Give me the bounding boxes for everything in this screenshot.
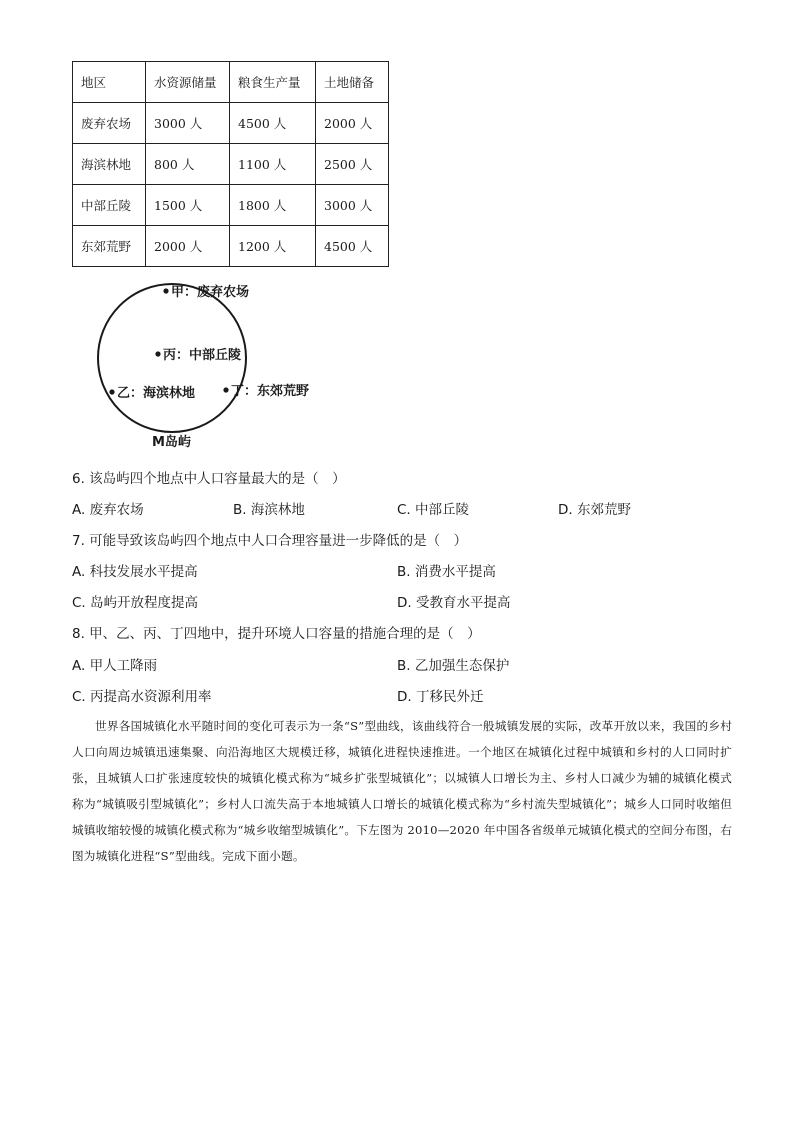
island-label: M岛屿 xyxy=(152,435,191,450)
table-cell: 3000 人 xyxy=(316,185,389,226)
table-cell: 中部丘陵 xyxy=(73,185,146,226)
q8-option-a: A. 甲人工降雨 xyxy=(72,658,158,674)
table-row xyxy=(73,144,389,185)
point-bing-marker xyxy=(155,351,160,356)
q7-option-b: B. 消费水平提高 xyxy=(397,564,496,580)
table-header-cell: 水资源储量 xyxy=(146,62,230,103)
table-cell: 1800 人 xyxy=(230,185,316,226)
question-8-stem: 8. 甲、乙、丙、丁四地中，提升环境人口容量的措施合理的是（ ） xyxy=(72,626,481,642)
q8-option-d: D. 丁移民外迁 xyxy=(397,689,484,705)
table-cell: 1200 人 xyxy=(230,226,316,267)
point-yi-label: 乙：海滨林地 xyxy=(117,386,196,401)
table-row xyxy=(73,103,389,144)
table-cell: 2000 人 xyxy=(316,103,389,144)
table-cell: 3000 人 xyxy=(146,103,230,144)
point-jia-marker xyxy=(163,288,168,293)
q7-option-a: A. 科技发展水平提高 xyxy=(72,564,198,580)
point-ding-marker xyxy=(223,387,228,392)
point-ding-label: 丁：东郊荒野 xyxy=(231,384,310,399)
question-7-stem: 7. 可能导致该岛屿四个地点中人口合理容量进一步降低的是（ ） xyxy=(72,533,468,549)
table-cell: 2500 人 xyxy=(316,144,389,185)
table-cell: 4500 人 xyxy=(230,103,316,144)
table-cell: 海滨林地 xyxy=(73,144,146,185)
q7-option-c: C. 岛屿开放程度提高 xyxy=(72,595,199,611)
point-yi-marker xyxy=(109,389,114,394)
q8-option-c: C. 丙提高水资源利用率 xyxy=(72,689,212,705)
q6-option-c: C. 中部丘陵 xyxy=(397,502,470,518)
table-cell: 2000 人 xyxy=(146,226,230,267)
table-cell: 800 人 xyxy=(146,144,230,185)
table-header-cell: 粮食生产量 xyxy=(230,62,316,103)
table-cell: 东郊荒野 xyxy=(73,226,146,267)
table-header-row xyxy=(73,62,389,103)
island-boundary xyxy=(98,284,246,432)
point-bing-label: 丙：中部丘陵 xyxy=(163,348,242,363)
table-cell: 4500 人 xyxy=(316,226,389,267)
q6-option-d: D. 东郊荒野 xyxy=(558,502,631,518)
table-header-cell: 地区 xyxy=(73,62,146,103)
q7-option-d: D. 受教育水平提高 xyxy=(397,595,511,611)
table-row xyxy=(73,185,389,226)
q6-option-a: A. 废弃农场 xyxy=(72,502,144,518)
table-header-cell: 土地储备 xyxy=(316,62,389,103)
q8-option-b: B. 乙加强生态保护 xyxy=(397,658,510,674)
population-capacity-table xyxy=(72,61,389,267)
urbanization-passage xyxy=(72,713,732,869)
passage-text: 世界各国城镇化水平随时间的变化可表示为一条“S”型曲线，该曲线符合一般城镇发展的实际，改革开放以来，我国的乡村人口向周边城镇迅速集聚、向沿海地区大规模迁移，城镇化进程快速推进。一个地区在城镇化过程中城镇和乡村的人口同时扩张，且城镇人口扩张速度较快的城镇化模式称为“城乡扩张型城镇化”；以城镇人口增长为主、乡村人口减少为辅的城镇化模式称为“城镇吸引型城镇化”；乡村人口流失高于本地城镇人口增长的城镇化模式称为“乡村流失型城镇化”；城乡人口同时收缩但城镇收缩较慢的城镇化模式称为“城乡收缩型城镇化”。下左图为 2010—2020 年中国各省级单元城镇化模式的空间分布图，右图为城镇化进程“S”型曲线。完成下面小题。 xyxy=(72,719,732,863)
table-cell: 废弃农场 xyxy=(73,103,146,144)
table-row xyxy=(73,226,389,267)
question-6-stem: 6. 该岛屿四个地点中人口容量最大的是（ ） xyxy=(72,471,346,487)
q6-option-b: B. 海滨林地 xyxy=(233,502,305,518)
point-jia-label: 甲：废弃农场 xyxy=(171,285,250,300)
table-cell: 1500 人 xyxy=(146,185,230,226)
table-cell: 1100 人 xyxy=(230,144,316,185)
